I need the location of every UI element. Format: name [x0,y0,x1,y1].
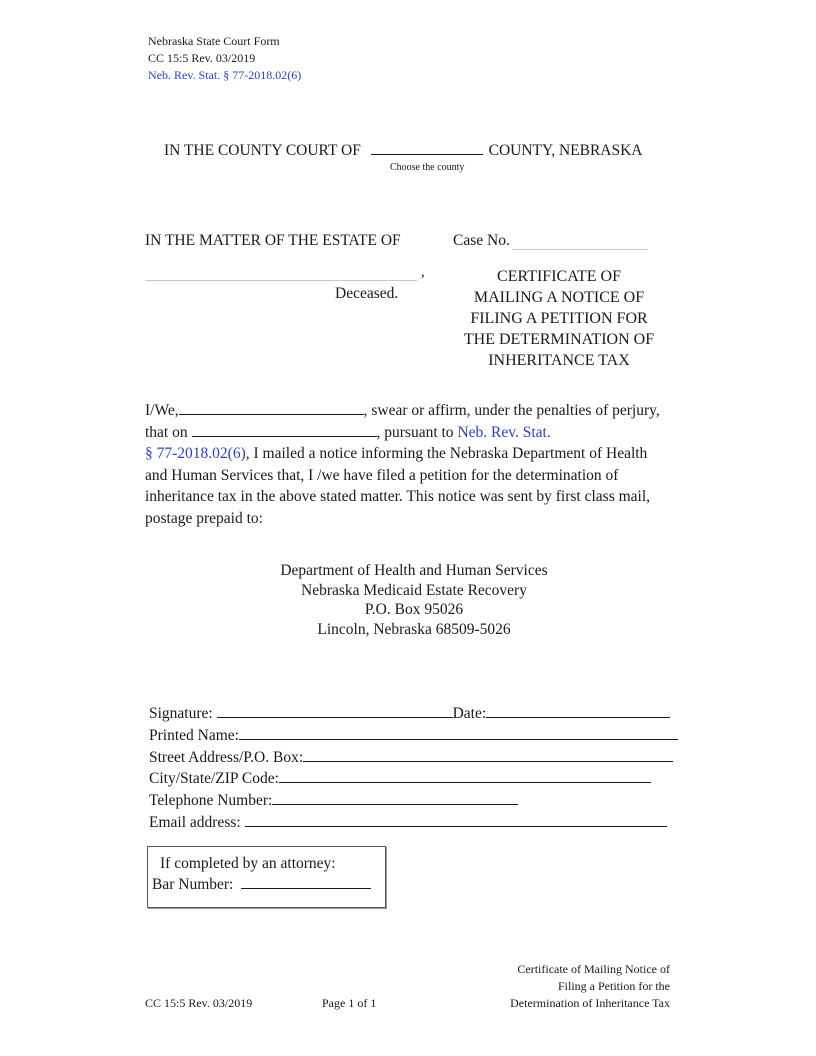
statement [145,400,690,529]
court-line [164,140,642,160]
signature-field[interactable] [217,703,453,718]
matter-label: IN THE MATTER OF THE ESTATE OF [145,232,401,249]
certificate-title [445,266,673,371]
decedent-name-field[interactable] [145,266,417,281]
court-suffix: COUNTY, NEBRASKA [488,142,643,159]
address-line-4: Lincoln, Nebraska 68509-5026 [317,620,511,638]
footer-title [470,961,670,1012]
phone-label: Telephone Number: [149,792,273,810]
pursuant-text: , pursuant to [376,423,454,441]
form-header [148,33,301,84]
email-row [149,812,684,834]
header-line-2: CC 15:5 Rev. 03/2019 [148,51,256,65]
case-number-field[interactable] [512,235,648,250]
bar-number-row [152,874,385,895]
statute-link-inline[interactable]: Neb. Rev. Stat. [457,423,551,441]
city-row [149,768,684,790]
bar-number-field[interactable] [241,874,371,889]
signature-label: Signature: [149,705,213,722]
declarant-name-field[interactable] [179,400,364,415]
phone-field[interactable] [272,790,518,805]
mailing-date-field[interactable] [192,422,377,437]
street-field[interactable] [303,747,673,762]
mailing-address [264,561,564,639]
deceased-label: Deceased. [335,285,399,302]
attorney-box [147,846,386,908]
attorney-line: If completed by an attorney: [160,855,336,872]
address-line-3: P.O. Box 95026 [364,601,464,618]
case-number-label: Case No. [453,232,510,249]
address-line-1: Department of Health and Human Services [280,562,548,579]
printed-name-label: Printed Name: [149,726,239,744]
email-label: Email address: [149,813,241,831]
city-field[interactable] [279,768,651,783]
email-field[interactable] [245,812,667,827]
address-line-2: Nebraska Medicaid Estate Recovery [301,581,527,599]
title-line-4: THE DETERMINATION OF [463,331,655,348]
statute-link[interactable]: Neb. Rev. Stat. § 77-2018.02(6) [148,68,302,82]
footer-title-3: Determination of Inheritance Tax [510,996,670,1010]
footer-form-id: CC 15:5 Rev. 03/2019 [145,996,253,1010]
title-line-1: CERTIFICATE OF [497,268,621,285]
statement-line-6: postage prepaid to: [145,509,263,527]
date-field[interactable] [486,703,670,718]
footer-page: Page 1 of 1 [322,996,377,1010]
county-hint: Choose the county [390,162,465,173]
signature-block [149,703,684,834]
title-line-3: FILING A PETITION FOR [470,310,648,327]
signature-row [149,703,684,725]
court-prefix: IN THE COUNTY COURT OF [164,142,361,159]
date-label: Date: [452,705,487,722]
footer-title-1: Certificate of Mailing Notice of [517,962,670,976]
header-line-1: Nebraska State Court Form [148,34,280,48]
statement-line-3 [145,443,690,465]
notice-text: , I mailed a notice informing the Nebraska Department of Health [245,445,648,462]
printed-name-row [149,725,684,747]
county-field[interactable] [371,140,483,155]
statement-line-5: inheritance tax in the above stated matter. This notice was sent by first class mail, [145,488,651,505]
that-on-label: that on [145,423,188,441]
statute-section-link[interactable]: § 77-2018.02(6) [145,445,246,462]
city-label: City/State/ZIP Code: [149,770,279,788]
comma: , [421,264,425,280]
footer-title-2: Filing a Petition for the [558,979,670,993]
iwe-label: I/We, [145,402,179,419]
title-line-5: INHERITANCE TAX [488,352,630,369]
title-line-2: MAILING A NOTICE OF [473,289,645,306]
statement-line-1 [145,400,690,422]
phone-row [149,790,684,812]
printed-name-field[interactable] [239,725,678,740]
street-row [149,747,684,769]
statement-line-2 [145,422,690,444]
street-label: Street Address/P.O. Box: [149,748,304,766]
swear-text: , swear or affirm, under the penalties of perjury, [363,402,660,419]
bar-number-label: Bar Number: [152,876,234,893]
statement-line-4: and Human Services that, I /we have filed a petition for the determination of [145,466,619,484]
